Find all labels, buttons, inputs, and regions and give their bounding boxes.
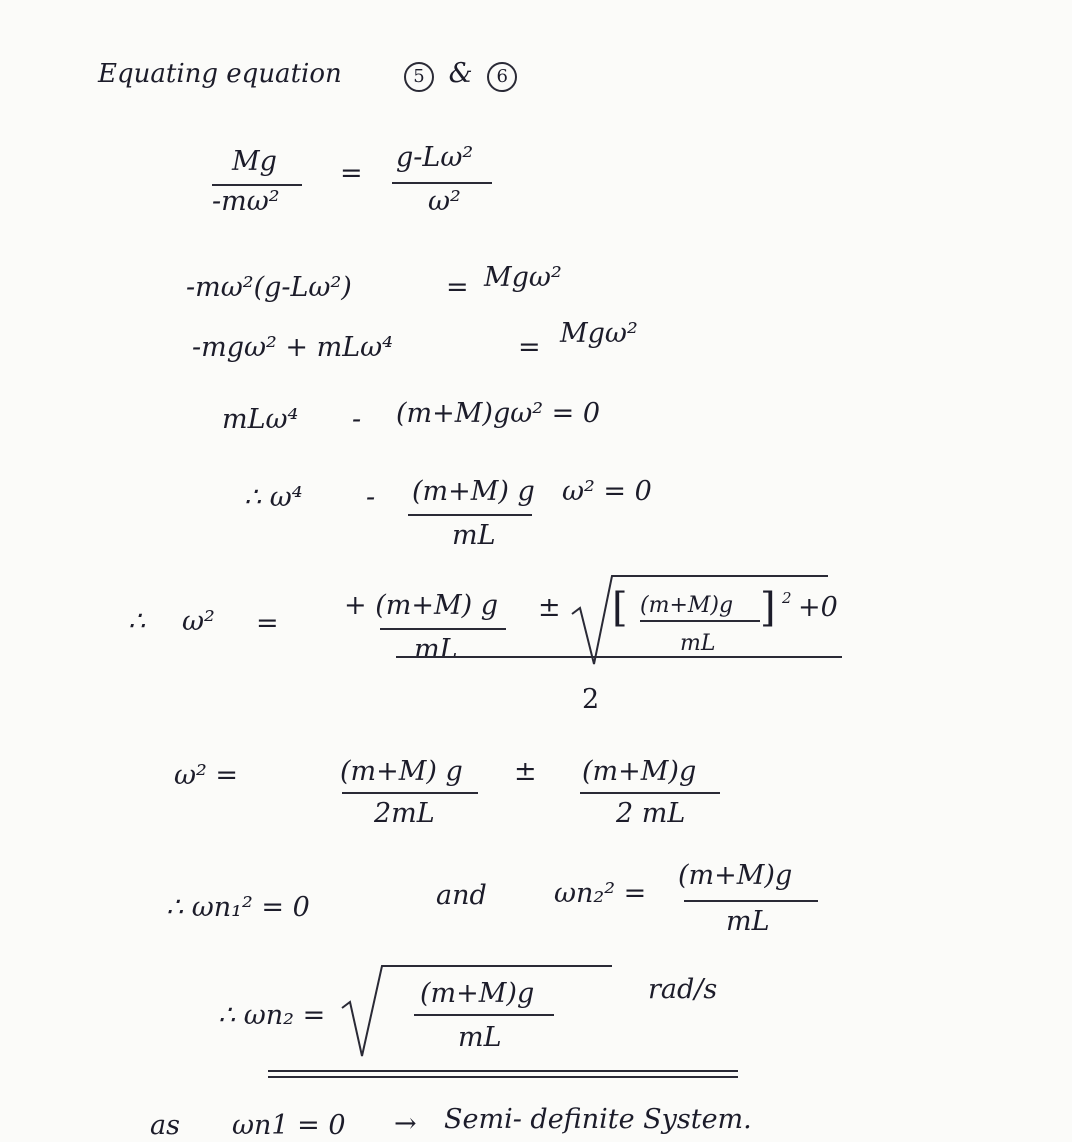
circled-number-6: 6	[487, 62, 517, 92]
circled-number-5: 5	[404, 62, 434, 92]
equals-sign: =	[256, 608, 279, 639]
expression-rhs: Mgω²	[560, 318, 638, 349]
formula-term-numerator: + (m+M) g	[344, 590, 499, 621]
fraction-bar	[684, 900, 818, 902]
and-word: and	[436, 880, 487, 911]
natural-frequency-1-zero: ωn1 = 0	[232, 1110, 346, 1141]
therefore-symbol: ∴	[128, 606, 146, 637]
heading-text: Equating equation	[98, 59, 342, 89]
rhs-denominator: ω²	[428, 186, 461, 217]
ampersand: &	[448, 58, 473, 89]
equals-sign: =	[518, 332, 541, 363]
lhs-numerator: Mg	[232, 146, 277, 177]
bracket-left: [	[612, 585, 628, 631]
term-a-numerator: (m+M) g	[340, 756, 463, 787]
minus-sign: -	[366, 482, 376, 513]
equation-refs	[404, 58, 517, 92]
expression-lhs: -mgω² + mLω⁴	[192, 332, 394, 363]
bracket-right: ]	[760, 585, 776, 631]
term-b-numerator: (m+M)g	[582, 756, 697, 787]
expression-lhs: -mω²(g-Lω²)	[186, 272, 352, 303]
natural-frequency-1: ∴ ωn₁² = 0	[166, 892, 310, 923]
underline-bottom	[268, 1076, 738, 1078]
arrow-icon: →	[394, 1108, 417, 1139]
omega-squared-eq: ω² =	[174, 760, 239, 791]
fraction-bar	[392, 182, 492, 184]
plus-minus-sign: ±	[514, 756, 537, 787]
fraction-bar	[640, 620, 760, 622]
rhs-numerator: g-Lω²	[396, 142, 474, 173]
fraction-bar	[414, 1014, 554, 1016]
fraction-bar	[380, 628, 506, 630]
natural-frequency-2: ωn₂² =	[554, 878, 647, 909]
minus-sign: -	[352, 404, 362, 435]
therefore-term: ∴ ω⁴	[244, 482, 303, 513]
root-denominator: mL	[458, 1022, 502, 1053]
equals-sign: =	[446, 272, 469, 303]
expression-tail: ω² = 0	[562, 476, 652, 507]
term-a-denominator: 2mL	[374, 798, 435, 829]
natural-frequency-2-root: ∴ ωn₂ =	[218, 1000, 326, 1031]
term-b-denominator: 2 mL	[616, 798, 686, 829]
omega-squared: ω²	[182, 606, 215, 637]
as-word: as	[150, 1110, 180, 1141]
expression-rhs: Mgω²	[484, 262, 562, 293]
fraction-bar	[408, 514, 532, 516]
fraction-numerator: (m+M) g	[412, 476, 535, 507]
fraction-bar	[342, 792, 478, 794]
root-numerator: (m+M)g	[420, 978, 535, 1009]
expression-term-b: (m+M)gω² = 0	[396, 398, 601, 429]
expression-term-a: mLω⁴	[222, 404, 299, 435]
root-denominator: mL	[680, 631, 716, 656]
bracket-exponent: 2	[782, 589, 792, 607]
main-fraction-bar	[396, 656, 842, 658]
lhs-denominator: -mω²	[212, 186, 280, 217]
underline-top	[268, 1070, 738, 1072]
fraction-denominator: mL	[726, 906, 770, 937]
root-tail: +0	[798, 592, 838, 623]
formula-term-denominator: mL	[414, 634, 458, 665]
unit-label: rad/s	[648, 974, 718, 1005]
fraction-denominator: mL	[452, 520, 496, 551]
conclusion-text: Semi- definite System.	[444, 1104, 752, 1135]
main-denominator: 2	[582, 684, 600, 715]
fraction-numerator: (m+M)g	[678, 860, 793, 891]
root-numerator: (m+M)g	[640, 593, 734, 618]
plus-minus-sign: ±	[538, 592, 561, 623]
equals-sign: =	[340, 158, 363, 189]
fraction-bar	[580, 792, 720, 794]
